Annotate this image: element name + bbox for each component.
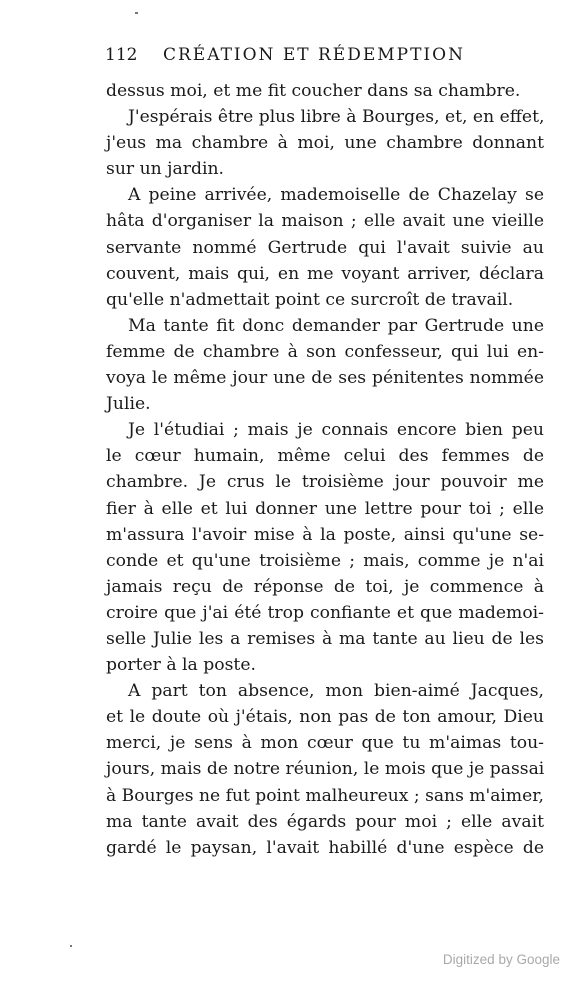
text-line: sur un jardin. <box>106 159 224 180</box>
text-line: croire que j'ai été trop confiante et que mademoi- <box>106 602 544 623</box>
text-line: Ma tante fit donc demander par Gertrude une <box>128 315 544 336</box>
text-line: fier à elle et lui donner une lettre pour toi ; elle <box>106 498 544 519</box>
text-line: chambre. Je crus le troisième jour pouvoir me <box>106 472 544 493</box>
text-line: ma tante avait des égards pour moi ; elle avait <box>106 811 544 832</box>
scan-speck <box>70 945 72 947</box>
digitization-watermark: Digitized by Google <box>442 952 560 967</box>
page-body <box>106 78 544 861</box>
text-line: servante nommé Gertrude qui l'avait suivie au <box>106 237 544 258</box>
text-line: Julie. <box>106 394 151 415</box>
text-line: A part ton absence, mon bien-aimé Jacques, <box>128 681 544 702</box>
scan-speck <box>135 12 138 14</box>
text-line: à Bourges ne fut point malheureux ; sans m'aimer, <box>106 785 544 806</box>
text-line: le cœur humain, même celui des femmes de <box>106 446 544 467</box>
text-line: gardé le paysan, l'avait habillé d'une espèce de <box>106 837 544 858</box>
page-number: 112 <box>105 45 138 65</box>
page-header <box>105 45 545 71</box>
running-title: CRÉATION ET RÉDEMPTION <box>163 45 465 65</box>
text-line: qu'elle n'admettait point ce surcroît de travail. <box>106 289 514 310</box>
text-line: jours, mais de notre réunion, le mois que je passai <box>106 759 545 780</box>
text-line: merci, je sens à mon cœur que tu m'aimas tou- <box>106 733 544 754</box>
text-line: et le doute où j'étais, non pas de ton amour, Dieu <box>106 707 544 728</box>
text-line: jamais reçu de réponse de toi, je commence à <box>106 576 544 597</box>
text-line: femme de chambre à son confesseur, qui lui en- <box>106 341 544 362</box>
text-line: j'eus ma chambre à moi, une chambre donnant <box>106 133 544 154</box>
text-line: m'assura l'avoir mise à la poste, ainsi qu'une se- <box>106 524 544 545</box>
text-line: dessus moi, et me fit coucher dans sa chambre. <box>106 81 521 101</box>
text-line: selle Julie les a remises à ma tante au lieu de les <box>106 628 544 649</box>
text-line: hâta d'organiser la maison ; elle avait une vieille <box>106 211 544 232</box>
text-line: A peine arrivée, mademoiselle de Chazelay se <box>128 185 544 206</box>
text-line: Je l'étudiai ; mais je connais encore bien peu <box>128 420 544 441</box>
text-line: voya le même jour une de ses pénitentes nommée <box>106 368 544 389</box>
text-line: conde et qu'une troisième ; mais, comme je n'ai <box>106 550 544 571</box>
text-line: J'espérais être plus libre à Bourges, et, en effet, <box>128 107 545 128</box>
text-line: porter à la poste. <box>106 655 256 676</box>
text-line: couvent, mais qui, en me voyant arriver, déclara <box>106 263 544 284</box>
